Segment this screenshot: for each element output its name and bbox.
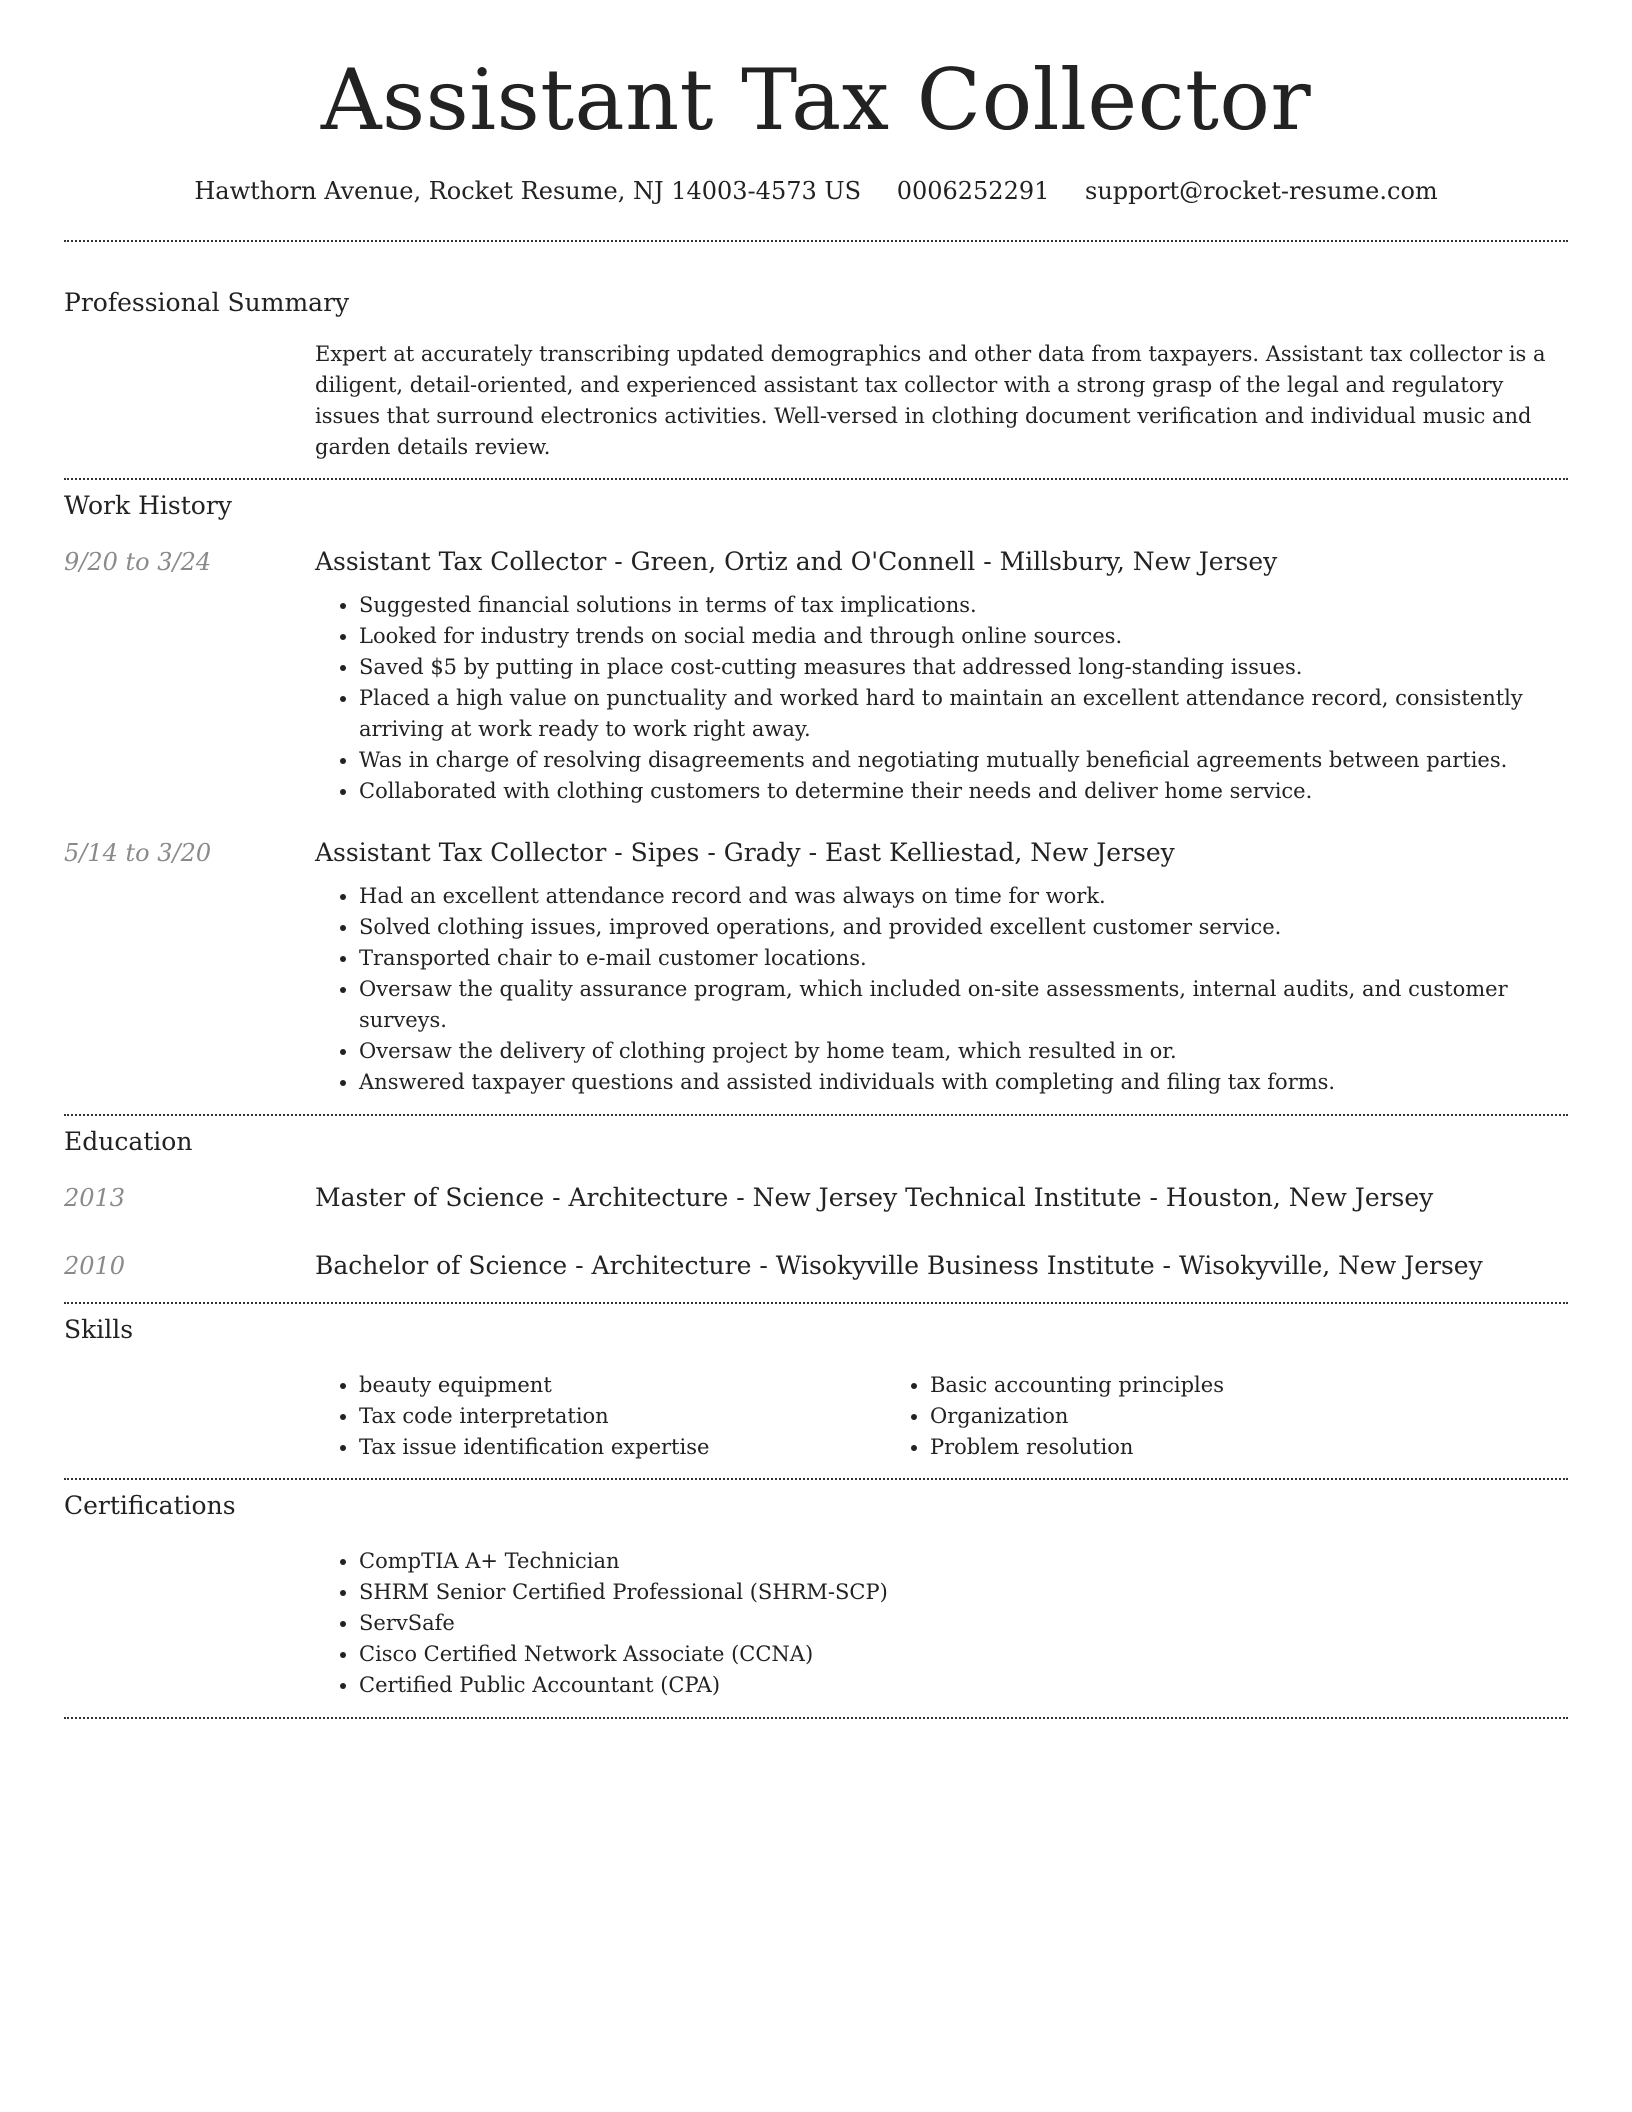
job-heading <box>315 546 1277 578</box>
job-entry <box>64 546 1568 807</box>
certification-item: • CompTIA A+ Technician <box>359 1546 1568 1577</box>
summary-text: Expert at accurately transcribing updated demographics and other data from taxpayers. Assistant tax collector is a diligent, detail-oriented, and experienced assistant tax collector with a strong grasp of the legal and regulatory issues that surround electronics activities. Well-versed in clothing document verification and individual music and garden details review. <box>315 342 1546 459</box>
education-year: 2013 <box>64 1184 126 1212</box>
job-dates: 9/20 to 3/24 <box>64 548 212 576</box>
job-header <box>64 546 1568 578</box>
education-degree: Master of Science - Architecture <box>315 1183 729 1212</box>
certifications-list <box>315 1546 1568 1701</box>
job-title: Assistant Tax Collector <box>315 838 607 867</box>
certification-item: • Certified Public Accountant (CPA) <box>359 1670 1568 1701</box>
education-title: Education <box>64 1127 193 1156</box>
skills-section <box>64 1314 1568 1463</box>
education-heading <box>315 1250 1483 1282</box>
education-year: 2010 <box>64 1252 126 1280</box>
skills-column-left <box>315 1370 886 1463</box>
divider <box>64 478 1568 480</box>
skills-column-right <box>886 1370 1568 1463</box>
skill-item: • Basic accounting principles <box>930 1370 1568 1401</box>
job-bullet: • Placed a high value on punctuality and worked hard to maintain an excellent attendance record, consistently arriving at work ready to work right away. <box>359 683 1568 745</box>
job-bullet: • Had an excellent attendance record and was always on time for work. <box>359 881 1568 912</box>
job-bullets <box>315 881 1568 1098</box>
summary-title: Professional Summary <box>64 288 350 317</box>
job-bullet: • Was in charge of resolving disagreements and negotiating mutually beneficial agreements between parties. <box>359 745 1568 776</box>
certification-item: • SHRM Senior Certified Professional (SHRM-SCP) <box>359 1577 1568 1608</box>
job-employer: - Green, Ortiz and O'Connell - Millsbury, New Jersey <box>606 547 1278 576</box>
education-degree: Bachelor of Science - Architecture <box>315 1251 752 1280</box>
job-entry <box>64 837 1568 1098</box>
contact-phone: 0006252291 <box>896 177 1050 205</box>
education-section <box>64 1126 1568 1282</box>
education-entry <box>64 1182 1568 1214</box>
job-bullet: • Solved clothing issues, improved operations, and provided excellent customer service. <box>359 912 1568 943</box>
job-bullet: • Answered taxpayer questions and assisted individuals with completing and filing tax forms. <box>359 1067 1568 1098</box>
job-bullet: • Looked for industry trends on social media and through online sources. <box>359 621 1568 652</box>
divider <box>64 1302 1568 1304</box>
work-history-title: Work History <box>64 491 232 520</box>
skill-item: • Problem resolution <box>930 1432 1568 1463</box>
divider <box>64 240 1568 242</box>
summary-section <box>64 287 1568 463</box>
divider <box>64 1114 1568 1116</box>
job-header <box>64 837 1568 869</box>
job-dates: 5/14 to 3/20 <box>64 839 212 867</box>
contact-address: Hawthorn Avenue, Rocket Resume, NJ 14003-4573 US <box>194 177 862 205</box>
skills-list <box>315 1370 1568 1463</box>
divider <box>64 1717 1568 1719</box>
job-bullet: • Suggested financial solutions in terms of tax implications. <box>359 590 1568 621</box>
skill-item: • Organization <box>930 1401 1568 1432</box>
skills-title: Skills <box>64 1315 134 1344</box>
education-heading <box>315 1182 1433 1214</box>
job-employer: - Sipes - Grady - East Kelliestad, New Jersey <box>606 838 1175 867</box>
skill-item: • Tax issue identification expertise <box>359 1432 886 1463</box>
certifications-title: Certifications <box>64 1491 236 1520</box>
resume-page <box>64 0 1568 1719</box>
job-bullet: • Transported chair to e-mail customer locations. <box>359 943 1568 974</box>
certification-item: • Cisco Certified Network Associate (CCNA) <box>359 1639 1568 1670</box>
job-title: Assistant Tax Collector <box>315 547 607 576</box>
job-bullets <box>315 590 1568 807</box>
job-bullet: • Oversaw the quality assurance program, which included on-site assessments, internal audits, and customer surveys. <box>359 974 1568 1036</box>
job-bullet: • Oversaw the delivery of clothing project by home team, which resulted in or. <box>359 1036 1568 1067</box>
skill-item: • Tax code interpretation <box>359 1401 886 1432</box>
education-school: - New Jersey Technical Institute - Houston, New Jersey <box>728 1183 1434 1212</box>
skill-item: • beauty equipment <box>359 1370 886 1401</box>
resume-name: Assistant Tax Collector <box>320 51 1312 149</box>
certification-item: • ServSafe <box>359 1608 1568 1639</box>
education-entry <box>64 1250 1568 1282</box>
contact-email: support@rocket-resume.com <box>1085 177 1438 205</box>
job-bullet: • Saved $5 by putting in place cost-cutting measures that addressed long-standing issues. <box>359 652 1568 683</box>
job-bullet: • Collaborated with clothing customers to determine their needs and deliver home service. <box>359 776 1568 807</box>
certifications-section <box>64 1490 1568 1701</box>
contact-line <box>64 176 1568 206</box>
job-heading <box>315 837 1175 869</box>
divider <box>64 1478 1568 1480</box>
work-history-section <box>64 490 1568 1098</box>
education-school: - Wisokyville Business Institute - Wisokyville, New Jersey <box>751 1251 1483 1280</box>
